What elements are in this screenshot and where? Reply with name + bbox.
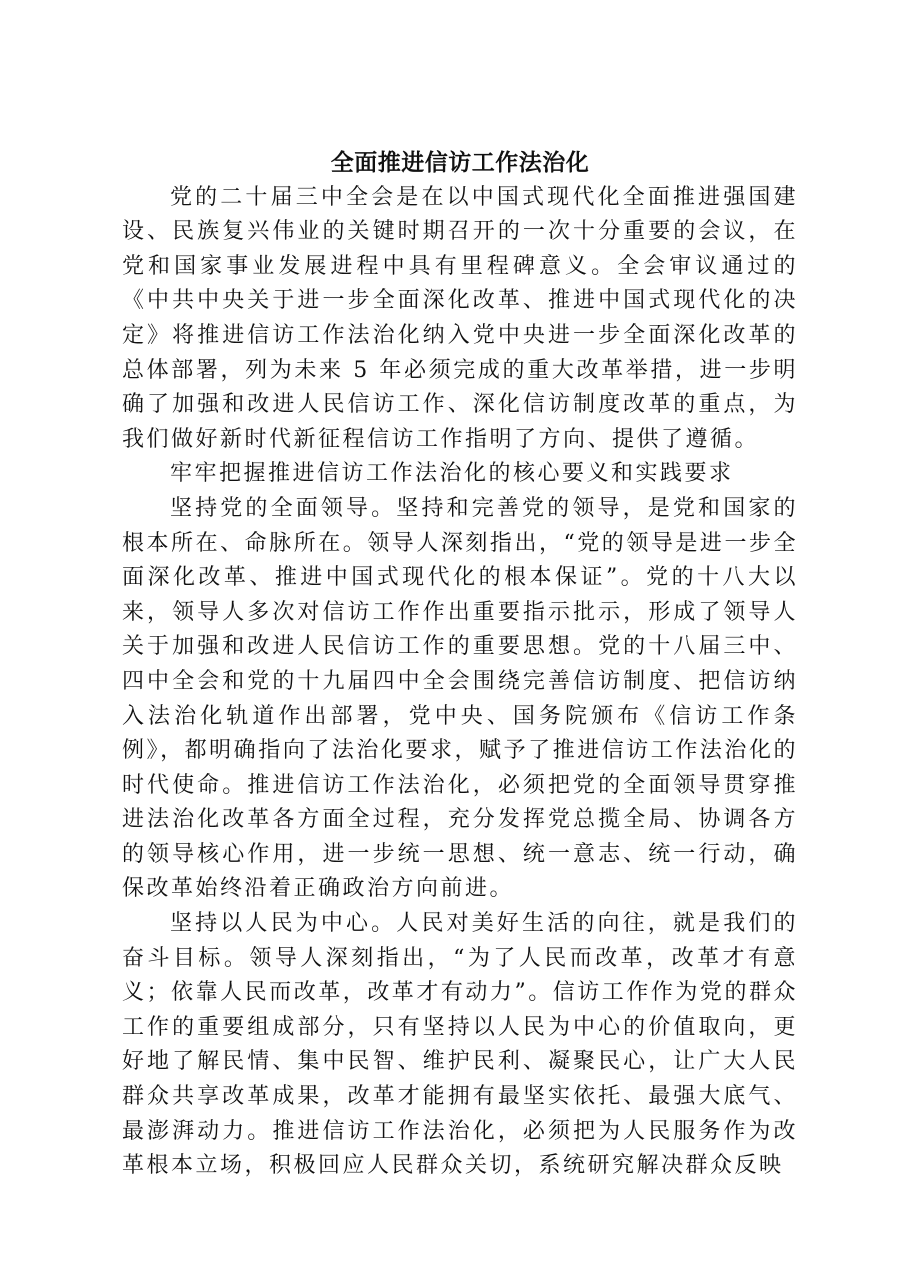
document-body xyxy=(122,146,798,1184)
paragraph-intro: 党的二十届三中全会是在以中国式现代化全面推进强国建设、民族复兴伟业的关键时期召开的一次十分重要的会议，在党和国家事业发展进程中具有里程碑意义。全会审议通过的《中共中央关于进一步全面深化改革、推进中国式现代化的决定》将推进信访工作法治化纳入党中央进一步全面深化改革的总体部署，列为未来 5 年必须完成的重大改革举措，进一步明确了加强和改进人民信访工作、深化信访制度改革的重点，为我们做好新时代新征程信访工作指明了方向、提供了遵循。 xyxy=(122,184,798,452)
paragraph-people-centered: 坚持以人民为中心。人民对美好生活的向往，就是我们的奋斗目标。领导人深刻指出，“为了人民而改革，改革才有意义；依靠人民而改革，改革才有动力”。信访工作作为党的群众工作的重要组成部分，只有坚持以人民为中心的价值取向，更好地了解民情、集中民智、维护民利、凝聚民心，让广大人民群众共享改革成果，改革才能拥有最坚实依托、最强大底气、最澎湃动力。推进信访工作法治化，必须把为人民服务作为改革根本立场，积极回应人民群众关切，系统研究解决群众反映 xyxy=(122,911,798,1179)
paragraph-party-leadership: 坚持党的全面领导。坚持和完善党的领导，是党和国家的根本所在、命脉所在。领导人深刻指出，“党的领导是进一步全面深化改革、推进中国式现代化的根本保证”。党的十八大以来，领导人多次对信访工作作出重要指示批示，形成了领导人关于加强和改进人民信访工作的重要思想。党的十八届三中、四中全会和党的十九届四中全会围绕完善信访制度、把信访纳入法治化轨道作出部署，党中央、国务院颁布《信访工作条例》，都明确指向了法治化要求，赋予了推进信访工作法治化的时代使命。推进信访工作法治化，必须把党的全面领导贯穿推进法治化改革各方面全过程，充分发挥党总揽全局、协调各方的领导核心作用，进一步统一思想、统一意志、统一行动，确保改革始终沿着正确政治方向前进。 xyxy=(122,495,798,902)
section-heading: 牢牢把握推进信访工作法治化的核心要义和实践要求 xyxy=(170,461,734,487)
document-title: 全面推进信访工作法治化 xyxy=(330,149,590,176)
